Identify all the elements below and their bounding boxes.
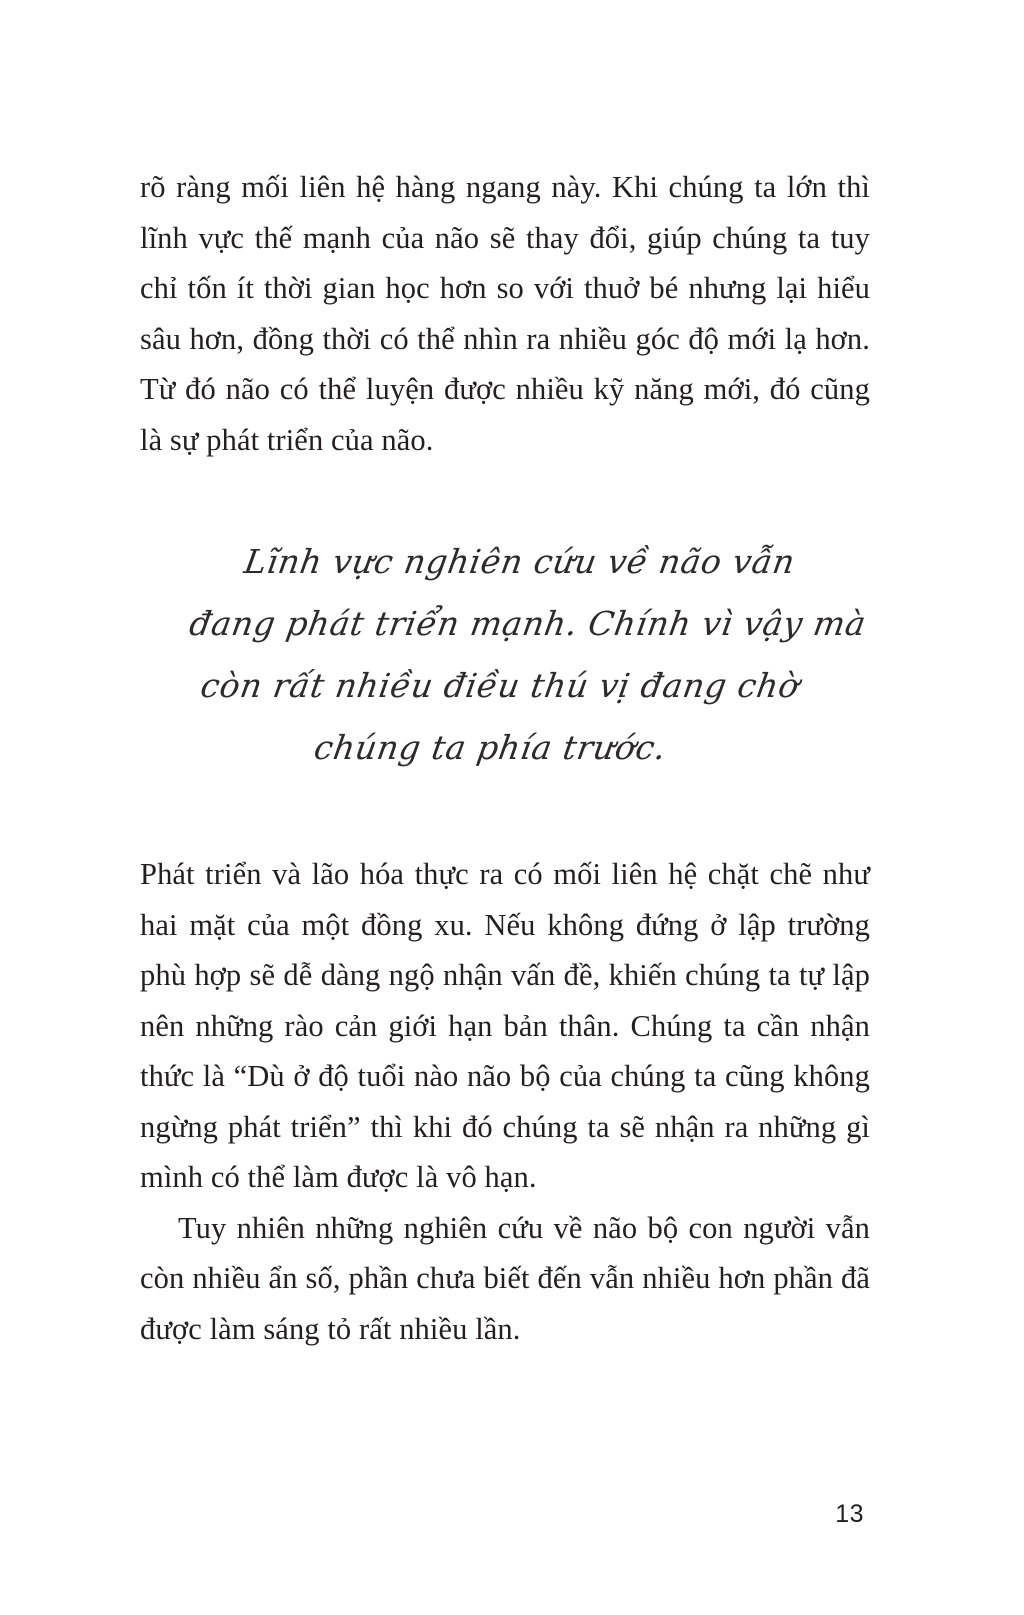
page-content: [140, 162, 870, 1354]
paragraph-2: Phát triển và lão hóa thực ra có mối liên hệ chặt chẽ như hai mặt của một đồng xu. Nếu không đứng ở lập trường phù hợp sẽ dễ dàng ngộ nhận vấn đề, khiến chúng ta tự lập nên những rào cản giới hạn bản thân. Chúng ta cần nhận thức là “Dù ở độ tuổi nào não bộ của chúng ta cũng không ngừng phát triển” thì khi đó chúng ta sẽ nhận ra những gì mình có thể làm được là vô hạn.: [140, 857, 870, 1194]
page-number: 13: [835, 1500, 864, 1528]
pull-quote-line-4: chúng ta phía trước.: [311, 728, 670, 767]
pull-quote-line-1: Lĩnh vực nghiên cứu về não vẫn: [241, 542, 798, 581]
spacer-below-pull-quote: [140, 779, 870, 849]
paragraph-3: Tuy nhiên những nghiên cứu về não bộ con người vẫn còn nhiều ẩn số, phần chưa biết đến vẫn nhiều hơn phần đã được làm sáng tỏ rất nhiều lần.: [140, 1210, 870, 1346]
pull-quote-line-2: đang phát triển mạnh. Chính vì vậy mà: [186, 604, 869, 643]
pull-quote-line-3: còn rất nhiều điều thú vị đang chờ: [197, 666, 803, 705]
paragraph-1: rõ ràng mối liên hệ hàng ngang này. Khi chúng ta lớn thì lĩnh vực thế mạnh của não sẽ thay đổi, giúp chúng ta tuy chỉ tốn ít thời gian học hơn so với thuở bé nhưng lại hiểu sâu hơn, đồng thời có thể nhìn ra nhiều góc độ mới lạ hơn. Từ đó não có thể luyện được nhiều kỹ năng mới, đó cũng là sự phát triển của não.: [140, 170, 870, 457]
spacer-above-pull-quote: [140, 465, 870, 531]
pull-quote: [165, 531, 869, 779]
